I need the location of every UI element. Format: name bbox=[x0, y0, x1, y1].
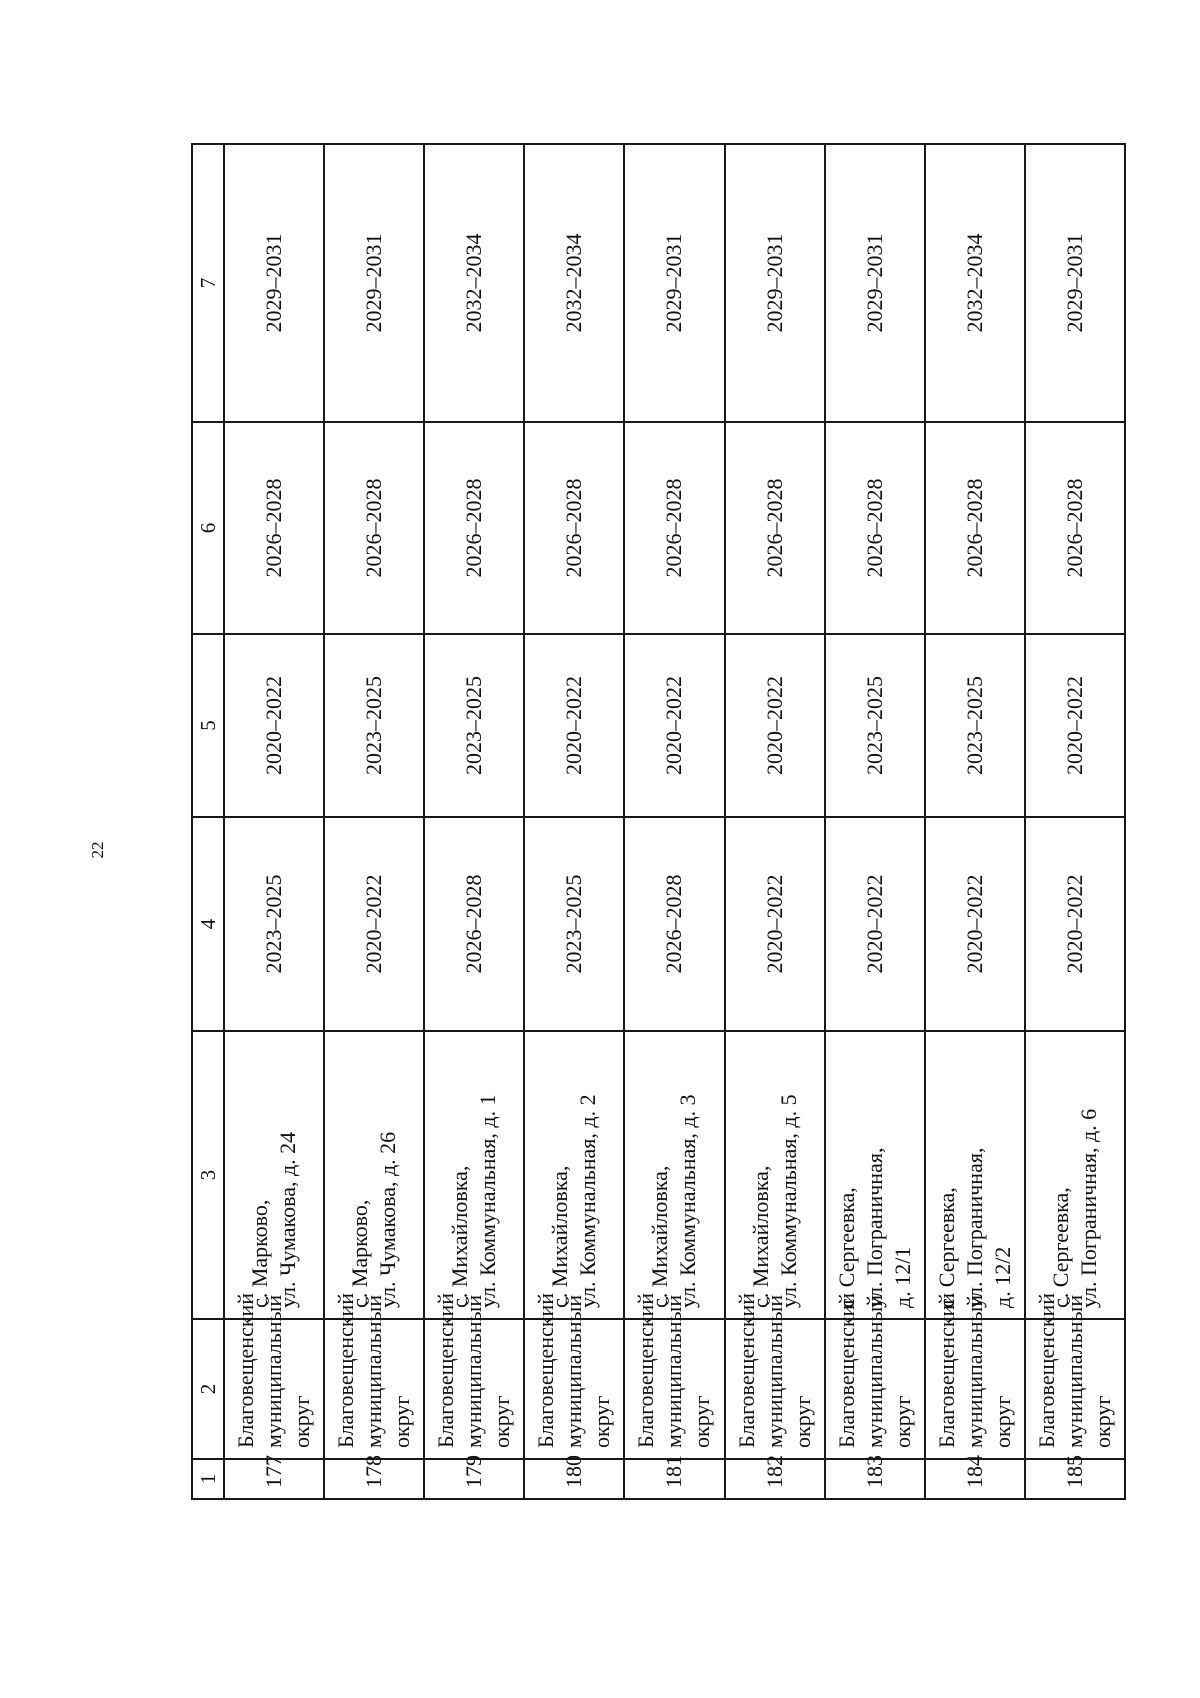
municipality-cell-line: Благовещенский bbox=[633, 1292, 659, 1448]
municipality-cell-line: Благовещенский bbox=[533, 1292, 559, 1448]
period-col4-cell: 2020–2022 bbox=[324, 817, 424, 1031]
table-row bbox=[1025, 144, 1125, 1499]
table-row bbox=[524, 144, 624, 1499]
period-col5-cell: 2023–2025 bbox=[424, 634, 524, 817]
address-cell-line: ул. Пограничная, bbox=[861, 1147, 887, 1308]
municipality-cell-line: муниципальный bbox=[261, 1294, 287, 1448]
address-cell-line: с. Сергеевка, bbox=[833, 1187, 859, 1308]
municipality-cell-line: Благовещенский bbox=[933, 1292, 959, 1448]
municipality-cell-line: округ bbox=[689, 1395, 715, 1448]
municipality-cell-line: Благовещенский bbox=[1033, 1292, 1059, 1448]
period-col6-cell: 2026–2028 bbox=[524, 422, 624, 634]
address-cell-line: с. Михайловка, bbox=[547, 1165, 573, 1308]
municipality-cell-line: муниципальный bbox=[361, 1294, 387, 1448]
address-cell-line: ул. Пограничная, д. 6 bbox=[1075, 1108, 1101, 1308]
period-col5-cell: 2020–2022 bbox=[224, 634, 324, 817]
address-cell bbox=[825, 1031, 925, 1319]
municipality-cell-line: муниципальный bbox=[1061, 1294, 1087, 1448]
address-cell-line: с. Сергеевка, bbox=[933, 1187, 959, 1308]
period-col4-cell: 2026–2028 bbox=[624, 817, 724, 1031]
period-col7-cell: 2029–2031 bbox=[624, 144, 724, 422]
page-number: 22 bbox=[88, 841, 107, 859]
municipality-cell-line: муниципальный bbox=[661, 1294, 687, 1448]
municipality-cell-line: округ bbox=[289, 1395, 315, 1448]
period-col5-cell: 2020–2022 bbox=[1025, 634, 1125, 817]
period-col7-cell: 2032–2034 bbox=[424, 144, 524, 422]
address-cell-line: ул. Коммунальная, д. 1 bbox=[475, 1094, 501, 1308]
column-number-6: 6 bbox=[192, 422, 224, 634]
data-table bbox=[191, 143, 1126, 1500]
municipality-cell-line: муниципальный bbox=[561, 1294, 587, 1448]
municipality-cell-line: округ bbox=[1089, 1395, 1115, 1448]
period-col7-cell: 2029–2031 bbox=[1025, 144, 1125, 422]
municipality-cell bbox=[725, 1292, 825, 1459]
column-number-4: 4 bbox=[192, 817, 224, 1031]
period-col5-cell: 2020–2022 bbox=[725, 634, 825, 817]
municipality-cell bbox=[825, 1292, 925, 1459]
table-container bbox=[191, 145, 1126, 1500]
address-cell bbox=[1025, 1031, 1125, 1319]
address-cell-line: д. 12/2 bbox=[989, 1246, 1015, 1308]
municipality-cell-line: муниципальный bbox=[961, 1294, 987, 1448]
table-row bbox=[224, 144, 324, 1499]
municipality-cell-line: округ bbox=[889, 1395, 915, 1448]
row-number: 177 bbox=[224, 1459, 324, 1499]
municipality-cell-line: округ bbox=[789, 1395, 815, 1448]
address-cell bbox=[925, 1031, 1025, 1319]
table-body bbox=[192, 144, 1125, 1499]
row-number: 180 bbox=[524, 1459, 624, 1499]
period-col6-cell: 2026–2028 bbox=[925, 422, 1025, 634]
address-cell bbox=[725, 1031, 825, 1319]
municipality-cell bbox=[224, 1292, 324, 1459]
period-col5-cell: 2023–2025 bbox=[925, 634, 1025, 817]
row-number: 183 bbox=[825, 1459, 925, 1499]
municipality-cell bbox=[524, 1292, 624, 1459]
period-col7-cell: 2029–2031 bbox=[825, 144, 925, 422]
address-cell-line: с. Марково, bbox=[347, 1199, 373, 1308]
column-number-2: 2 bbox=[192, 1319, 224, 1459]
period-col4-cell: 2026–2028 bbox=[424, 817, 524, 1031]
period-col5-cell: 2023–2025 bbox=[324, 634, 424, 817]
period-col5-cell: 2020–2022 bbox=[524, 634, 624, 817]
address-cell bbox=[624, 1031, 724, 1319]
address-cell-line: с. Михайловка, bbox=[647, 1165, 673, 1308]
period-col7-cell: 2032–2034 bbox=[524, 144, 624, 422]
municipality-cell-line: округ bbox=[389, 1395, 415, 1448]
table-row bbox=[725, 144, 825, 1499]
period-col6-cell: 2026–2028 bbox=[624, 422, 724, 634]
table-row bbox=[825, 144, 925, 1499]
municipality-cell-line: муниципальный bbox=[761, 1294, 787, 1448]
column-number-7: 7 bbox=[192, 144, 224, 422]
address-cell bbox=[524, 1031, 624, 1319]
municipality-cell-line: округ bbox=[989, 1395, 1015, 1448]
address-cell-line: ул. Пограничная, bbox=[961, 1147, 987, 1308]
row-number: 181 bbox=[624, 1459, 724, 1499]
address-cell bbox=[324, 1031, 424, 1319]
row-number: 184 bbox=[925, 1459, 1025, 1499]
address-cell-line: с. Сергеевка, bbox=[1047, 1187, 1073, 1308]
municipality-cell-line: Благовещенский bbox=[233, 1292, 259, 1448]
municipality-cell-line: округ bbox=[589, 1395, 615, 1448]
period-col5-cell: 2023–2025 bbox=[825, 634, 925, 817]
period-col6-cell: 2026–2028 bbox=[1025, 422, 1125, 634]
municipality-cell bbox=[624, 1292, 724, 1459]
address-cell bbox=[424, 1031, 524, 1319]
address-cell-line: д. 12/1 bbox=[889, 1246, 915, 1308]
column-number-3: 3 bbox=[192, 1031, 224, 1319]
period-col4-cell: 2023–2025 bbox=[524, 817, 624, 1031]
row-number: 178 bbox=[324, 1459, 424, 1499]
table-row bbox=[324, 144, 424, 1499]
municipality-cell bbox=[1025, 1292, 1125, 1459]
period-col6-cell: 2026–2028 bbox=[725, 422, 825, 634]
address-cell-line: ул. Чумакова, д. 24 bbox=[275, 1131, 301, 1308]
table-row bbox=[424, 144, 524, 1499]
municipality-cell-line: Благовещенский bbox=[333, 1292, 359, 1448]
row-number: 179 bbox=[424, 1459, 524, 1499]
address-cell-line: ул. Коммунальная, д. 5 bbox=[775, 1094, 801, 1308]
row-number: 185 bbox=[1025, 1459, 1125, 1499]
table-row bbox=[925, 144, 1025, 1499]
municipality-cell bbox=[925, 1292, 1025, 1459]
address-cell-line: с. Михайловка, bbox=[747, 1165, 773, 1308]
municipality-cell bbox=[324, 1292, 424, 1459]
address-cell-line: с. Марково, bbox=[247, 1199, 273, 1308]
period-col6-cell: 2026–2028 bbox=[825, 422, 925, 634]
period-col4-cell: 2020–2022 bbox=[925, 817, 1025, 1031]
table-row bbox=[624, 144, 724, 1499]
address-cell-line: ул. Коммунальная, д. 2 bbox=[575, 1094, 601, 1308]
period-col7-cell: 2029–2031 bbox=[725, 144, 825, 422]
period-col7-cell: 2032–2034 bbox=[925, 144, 1025, 422]
address-cell-line: с. Михайловка, bbox=[447, 1165, 473, 1308]
period-col6-cell: 2026–2028 bbox=[424, 422, 524, 634]
period-col4-cell: 2023–2025 bbox=[224, 817, 324, 1031]
period-col4-cell: 2020–2022 bbox=[1025, 817, 1125, 1031]
municipality-cell-line: Благовещенский bbox=[433, 1292, 459, 1448]
period-col7-cell: 2029–2031 bbox=[224, 144, 324, 422]
row-number: 182 bbox=[725, 1459, 825, 1499]
municipality-cell-line: округ bbox=[489, 1395, 515, 1448]
address-cell bbox=[224, 1031, 324, 1319]
period-col6-cell: 2026–2028 bbox=[224, 422, 324, 634]
municipality-cell-line: Благовещенский bbox=[733, 1292, 759, 1448]
period-col4-cell: 2020–2022 bbox=[825, 817, 925, 1031]
column-number-5: 5 bbox=[192, 634, 224, 817]
municipality-cell bbox=[424, 1292, 524, 1459]
period-col4-cell: 2020–2022 bbox=[725, 817, 825, 1031]
period-col5-cell: 2020–2022 bbox=[624, 634, 724, 817]
period-col6-cell: 2026–2028 bbox=[324, 422, 424, 634]
address-cell-line: ул. Чумакова, д. 26 bbox=[375, 1131, 401, 1308]
column-number-1: 1 bbox=[192, 1459, 224, 1499]
municipality-cell-line: муниципальный bbox=[461, 1294, 487, 1448]
column-number-row bbox=[192, 144, 224, 1499]
address-cell-line: ул. Коммунальная, д. 3 bbox=[675, 1094, 701, 1308]
municipality-cell-line: муниципальный bbox=[861, 1294, 887, 1448]
period-col7-cell: 2029–2031 bbox=[324, 144, 424, 422]
municipality-cell-line: Благовещенский bbox=[833, 1292, 859, 1448]
